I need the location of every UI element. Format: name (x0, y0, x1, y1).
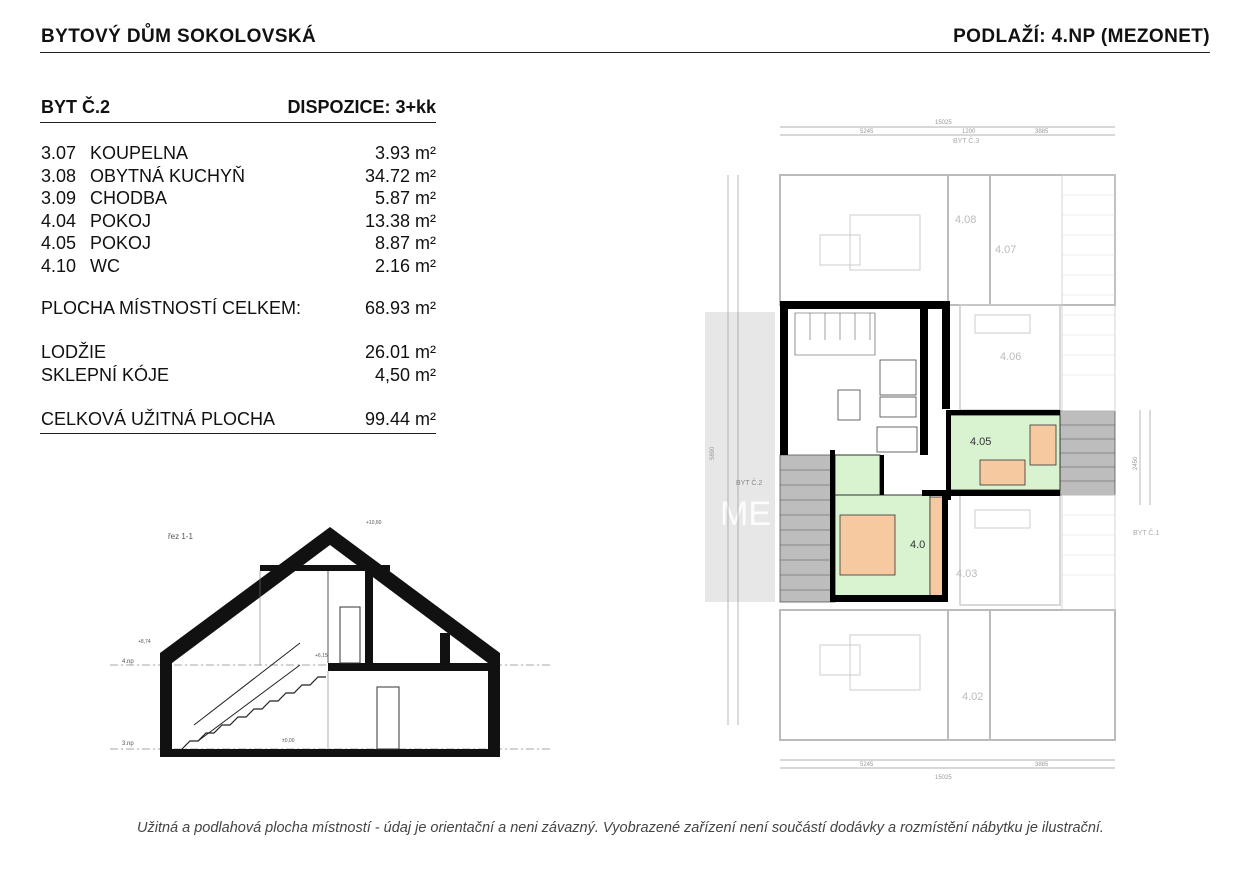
table (838, 390, 860, 420)
mark-floor: +6,15 (315, 653, 328, 659)
door (377, 687, 399, 749)
dim-h: 5890 (710, 446, 716, 460)
collar-beam (260, 565, 390, 571)
room-row (40, 166, 436, 189)
watermark-text: ME (720, 495, 771, 533)
room-area: 2.16 m² (374, 255, 436, 276)
usable-total-label: CELKOVÁ UŽITNÁ PLOCHA (41, 409, 276, 429)
loggia-left (780, 455, 835, 602)
room-406-label: 4.06 (1000, 351, 1022, 363)
room-403-label: 4.03 (956, 568, 978, 580)
room-name: CHODBA (90, 188, 168, 208)
room-list (40, 143, 436, 278)
dim-mid: 2450 (1133, 456, 1139, 470)
room-row (40, 143, 436, 166)
stair-rail (198, 665, 300, 741)
furniture (820, 235, 860, 265)
stair-profile (182, 677, 326, 749)
dim-c: 3885 (1035, 762, 1049, 768)
floor-label: PODLAŽÍ: 4.NP (MEZONET) (953, 26, 1210, 47)
mark-eave: +8,74 (138, 639, 151, 645)
dim-a: 5245 (860, 762, 874, 768)
extra-value: 26.01 m² (364, 342, 436, 362)
bed (975, 315, 1030, 333)
footer-note: Užitná a podlahová plocha místností - údaj je orientační a neni závazný. Vyobrazené zařízení není součástí dodávky a rozmístění nábytku je ilustrační. (137, 820, 1104, 836)
floor-slab (328, 663, 500, 671)
kitchen-unit (880, 397, 916, 417)
floor-plan (700, 115, 1170, 785)
rooms-total-value: 68.93 m² (364, 298, 436, 318)
mark-top: +10,60 (366, 520, 382, 526)
inner-wall (365, 571, 373, 663)
rooms-total-label: PLOCHA MÍSTNOSTÍ CELKEM: (41, 298, 302, 318)
bed (975, 510, 1030, 528)
room-name: POKOJ (90, 233, 152, 253)
bed-405 (980, 460, 1025, 485)
room-408-label: 4.08 (955, 214, 977, 226)
room-407-label: 4.07 (995, 244, 1017, 256)
level-upper: 4.np (122, 659, 134, 665)
level-lower: 3.np (122, 741, 134, 747)
desk-405 (1030, 425, 1056, 465)
apartment-layout: DISPOZICE: 3+kk (287, 97, 436, 117)
usable-total-row (40, 409, 436, 434)
apt-top-label: BYT Č.3 (953, 138, 980, 145)
room-area: 5.87 m² (374, 188, 436, 208)
apartment-header (40, 97, 436, 123)
extra-row (40, 342, 436, 365)
room-code: 4.04 (41, 210, 77, 231)
apt-right-label: BYT Č.1 (1133, 530, 1160, 537)
room-area: 13.38 m² (364, 210, 436, 231)
room-row (40, 256, 436, 279)
door (340, 607, 360, 663)
apartment-id: BYT Č.2 (41, 97, 111, 117)
section-title: řez 1-1 (168, 532, 193, 541)
usable-total-value: 99.44 m² (364, 409, 436, 429)
outer-wall (160, 653, 172, 753)
room-code: 4.05 (41, 233, 77, 253)
project-title: BYTOVÝ DŮM SOKOLOVSKÁ (41, 26, 317, 47)
rooms-total-row (40, 298, 436, 322)
apartment-summary (40, 97, 436, 434)
room-row (40, 188, 436, 211)
room-area: 3.93 m² (374, 143, 436, 163)
sofa (877, 427, 917, 452)
room-area: 8.87 m² (374, 233, 436, 253)
page-header (40, 26, 1210, 53)
dim-total: 15025 (935, 120, 952, 126)
room-name: POKOJ (90, 210, 152, 231)
room-name: KOUPELNA (90, 143, 189, 163)
room-name: OBYTNÁ KUCHYŇ (90, 165, 246, 186)
stair-rail (194, 643, 300, 725)
dim-total: 15025 (935, 775, 952, 781)
room-code: 3.09 (41, 188, 77, 208)
extra-row (40, 365, 436, 388)
extra-label: LODŽIE (41, 342, 107, 362)
section-drawing (110, 515, 560, 765)
room-row (40, 211, 436, 234)
wc-room (835, 455, 880, 495)
furniture (820, 645, 860, 675)
dim-b: 1200 (962, 129, 976, 135)
room-405-label: 4.05 (970, 436, 992, 448)
room-area: 34.72 m² (364, 165, 436, 186)
kitchen-unit (880, 360, 916, 395)
room-code: 3.08 (41, 165, 77, 186)
bed-404 (840, 515, 895, 575)
room-name: WC (90, 255, 120, 276)
room-row (40, 233, 436, 256)
room-402-label: 4.02 (962, 691, 984, 703)
room-404-label: 4.0 (910, 539, 926, 551)
loggia-right (1060, 411, 1115, 495)
stair-plan (795, 313, 875, 355)
extra-label: SKLEPNÍ KÓJE (41, 364, 170, 385)
base-slab (160, 749, 500, 757)
dim-c: 3885 (1035, 129, 1049, 135)
roof-stripes (1062, 175, 1115, 610)
inner-wall (440, 633, 450, 663)
room-code: 3.07 (41, 143, 77, 163)
room-code: 4.10 (41, 255, 77, 276)
mark-base: ±0,00 (282, 738, 295, 744)
dim-a: 5245 (860, 129, 874, 135)
extra-value: 4,50 m² (374, 364, 436, 385)
apt-current-label: BYT Č.2 (736, 480, 763, 487)
